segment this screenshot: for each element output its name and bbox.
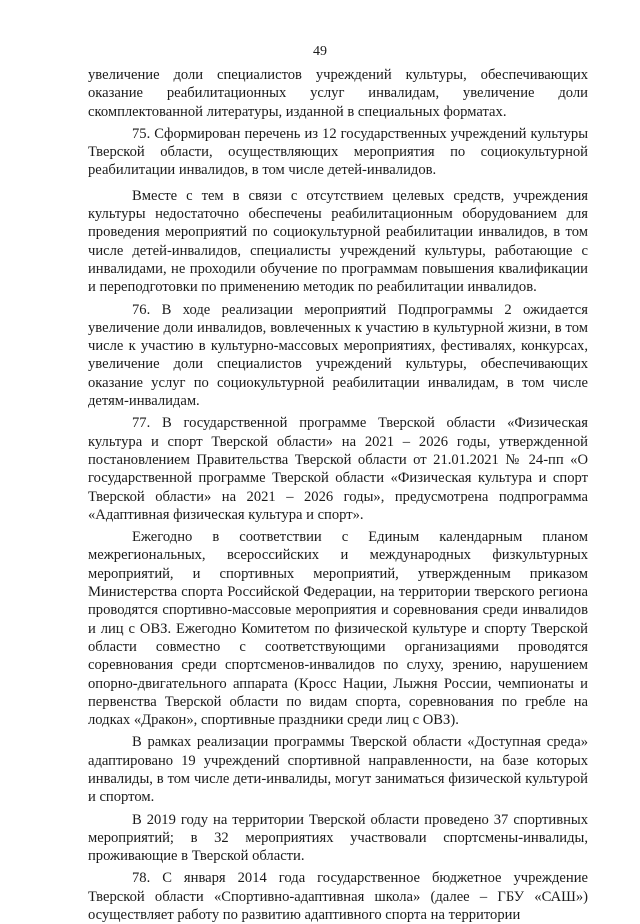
paragraph-annual-events: Ежегодно в соответствии с Единым календарным планом межрегиональных, всероссийских и международных физкультурных мероприятий, и спортивных мероприятий, утвержденным приказом Министерства спорта Российской Федерации, на территории тверского региона проводятся спортивно-массовые мероприятия и соревнования среди инвалидов и лиц с ОВЗ. Ежегодно Комитетом по физической культуре и спорту Тверской области совместно с соответствующими организациями проводятся соревнования среди спортсменов-инвалидов по слуху, зрению, нарушением опорно-двигательного аппарата (Кросс Нации, Лыжня России, чемпионаты и первенства Тверской области по видам спорта, соревнования по гребле на лодках «Дракон», спортивные праздники среди лиц с ОВЗ). (88, 529, 588, 729)
paragraph-76: 76. В ходе реализации мероприятий Подпрограммы 2 ожидается увеличение доли инвалидов, вовлеченных к участию в культурной жизни, в том числе к участию в культурно-массовых мероприятиях, фестивалях, конкурсах, увеличение доли специалистов учреждений культуры, обеспечивающих оказание услуг по социокультурной реабилитации инвалидам, в том числе детям-инвалидам. (88, 301, 588, 410)
paragraph-accessible-environment: В рамках реализации программы Тверской области «Доступная среда» адаптировано 19 учреждений спортивной направленности, на базе которых инвалиды, в том числе дети-инвалиды, могут заниматься физической культурой и спортом. (88, 734, 588, 806)
paragraph-78: 78. С января 2014 года государственное бюджетное учреждение Тверской области «Спортивно-адаптивная школа» (далее – ГБУ «САШ») осуществляет работу по развитию адаптивного спорта на территории (88, 870, 588, 924)
paragraph-2019-events: В 2019 году на территории Тверской области проведено 37 спортивных мероприятий; в 32 мероприятиях участвовали спортсмены-инвалиды, проживающие в Тверской области. (88, 811, 588, 865)
paragraph-75: 75. Сформирован перечень из 12 государственных учреждений культуры Тверской области, осуществляющих мероприятия по социокультурной реабилитации инвалидов, в том числе детей-инвалидов. (88, 125, 588, 179)
paragraph-culture-equipment: Вместе с тем в связи с отсутствием целевых средств, учреждения культуры недостаточно обеспечены реабилитационным оборудованием для проведения мероприятий по социокультурной реабилитации инвалидов, в том числе детей-инвалидов, специалисты учреждений культуры, работающие с инвалидами, не проходили обучение по программам повышения квалификации и переподготовки по применению методик по реабилитации инвалидов. (88, 187, 588, 296)
paragraph-continuation: увеличение доли специалистов учреждений культуры, обеспечивающих оказание реабилитационных услуг инвалидам, увеличение доли скомплектованной литературы, изданной в специальных форматах. (88, 67, 588, 120)
page-number: 49 (313, 44, 327, 59)
paragraph-77: 77. В государственной программе Тверской области «Физическая культура и спорт Тверской области» на 2021 – 2026 годы, утвержденной постановлением Правительства Тверской области от 21.01.2021 № 24-пп «О государственной программе Тверской области «Физическая культура и спорт Тверской области» на 2021 – 2026 годы», предусмотрена подпрограмма «Адаптивная физическая культура и спорт». (88, 415, 588, 523)
document-body (88, 66, 588, 924)
